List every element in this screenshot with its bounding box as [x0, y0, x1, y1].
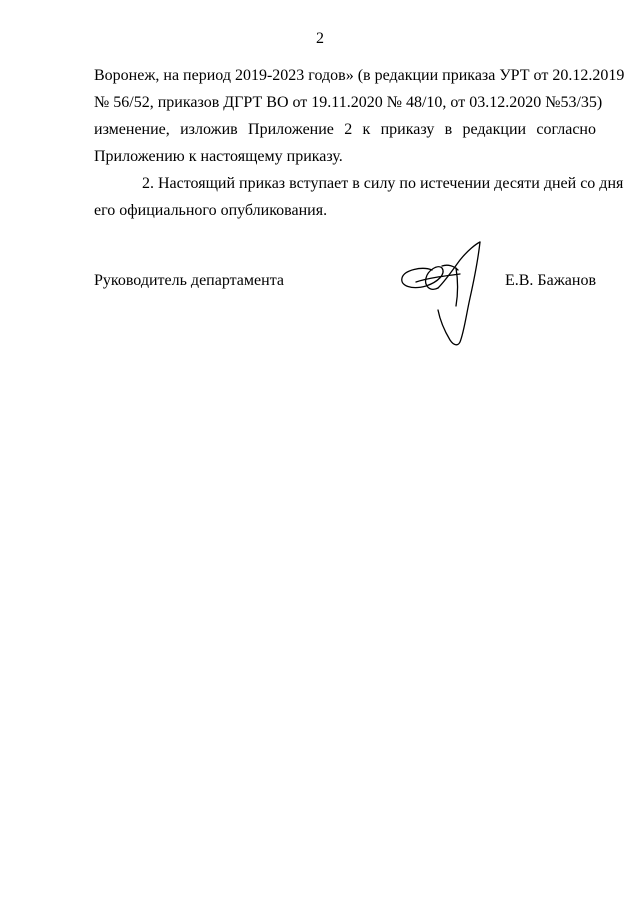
document-body	[94, 62, 625, 224]
signature-block	[94, 272, 596, 302]
text-line: Воронеж, на период 2019-2023 годов» (в редакции приказа УРТ от 20.12.2019	[94, 67, 625, 84]
handwritten-signature	[398, 240, 498, 348]
text-line: изменение, изложив Приложение 2 к приказу в редакции согласно	[94, 121, 596, 138]
paragraph-1	[94, 62, 625, 170]
page-number: 2	[316, 30, 324, 47]
signer-position: Руководитель департамента	[94, 272, 284, 289]
text-line: 2. Настоящий приказ вступает в силу по истечении десяти дней со дня	[142, 175, 624, 192]
signer-name: Е.В. Бажанов	[504, 272, 596, 289]
text-line: Приложению к настоящему приказу.	[94, 148, 343, 165]
text-line: его официального опубликования.	[94, 202, 328, 219]
text-line: № 56/52, приказов ДГРТ ВО от 19.11.2020 № 48/10, от 03.12.2020 №53/35)	[94, 94, 603, 111]
paragraph-2	[94, 170, 624, 224]
